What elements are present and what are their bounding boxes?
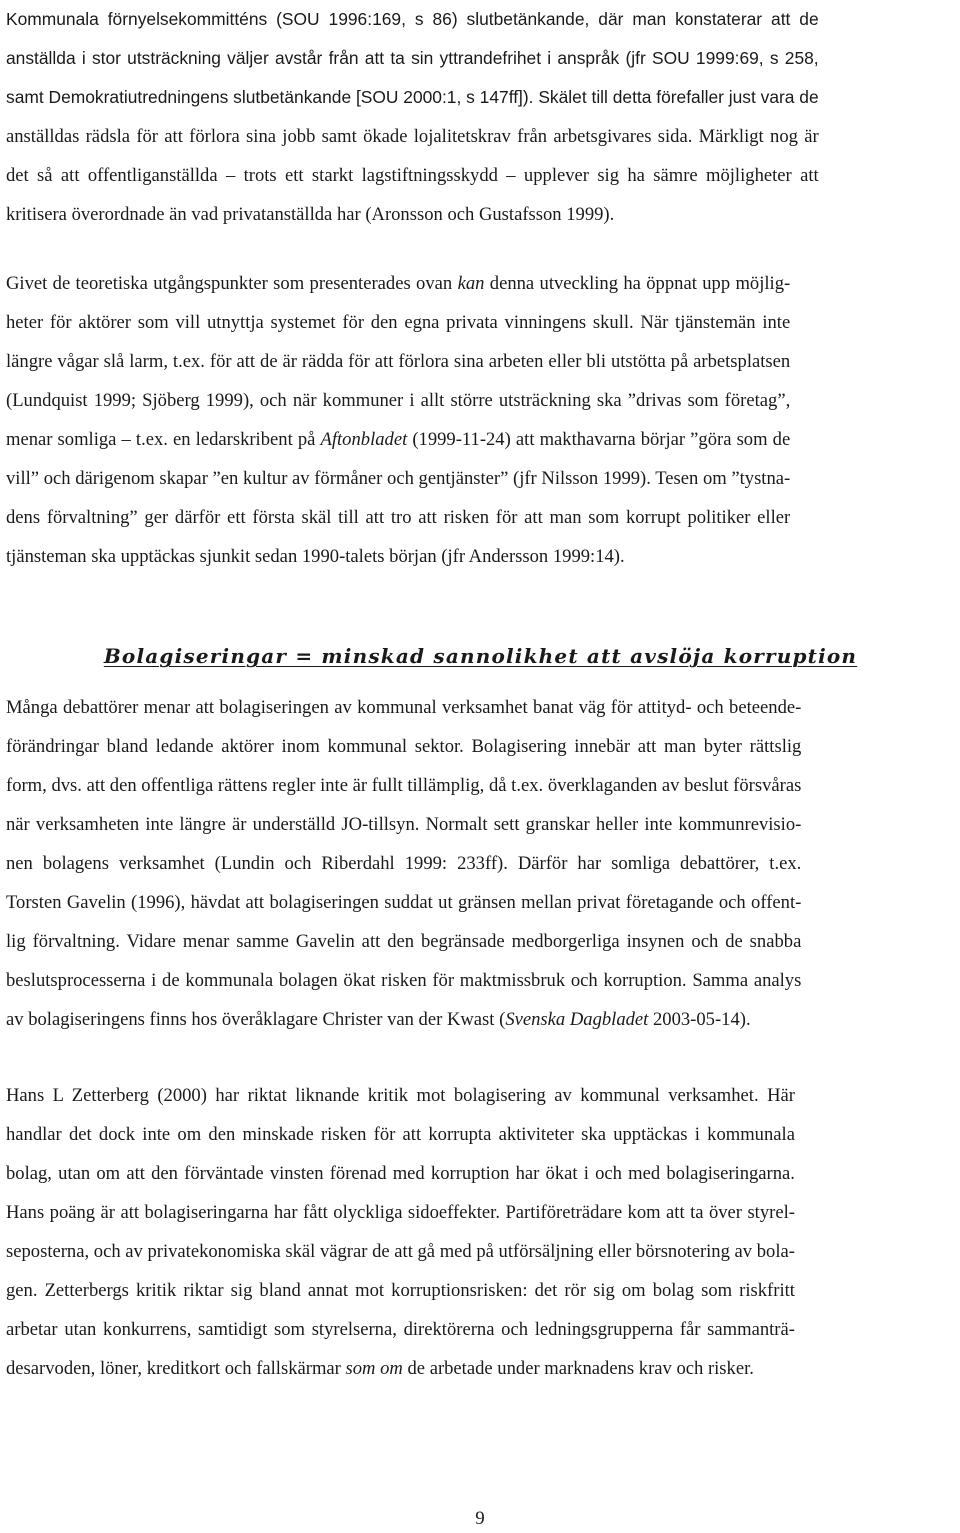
text-line: gen. Zetterbergs kritik riktar sig bland annat mot korruptionsrisken: det rör sig om bolag som riskfritt [6,1280,795,1301]
text-line: förändringar bland ledande aktörer inom kommunal sektor. Bolagisering innebär att man byter rättslig [6,736,802,757]
text-line: anställdas rädsla för att förlora sina jobb samt ökade lojalitetskrav från arbetsgivares sida. Märkligt nog är [6,126,819,147]
paragraph-1 [6,0,819,234]
text-line: längre vågar slå larm, t.ex. för att de är rädda för att förlora sina arbeten eller bli utstötta på arbetsplatsen [6,351,791,372]
text-line: handlar det dock inte om den minskade risken för att korrupta aktiviteter ska upptäckas i kommunala [6,1124,795,1145]
text-line: seposterna, och av privatekonomiska skäl vägrar de att gå med på utförsäljning eller börsnotering av bola- [6,1241,795,1262]
text-line: Hans L Zetterberg (2000) har riktat liknande kritik mot bolagisering av kommunal verksamhet. Här [6,1085,795,1106]
paragraph-4 [6,1076,795,1388]
text-line: dens förvaltning” ger därför ett första skäl till att tro att risken för att man som korrupt politiker eller [6,507,791,528]
text-line: bolag, utan om att den förväntade vinsten förenad med korruption har ökat i och med bolagiseringarna. [6,1163,795,1184]
text-line: av bolagiseringens finns hos överåklagare Christer van der Kwast (Svenska Dagbladet 2003-05-14). [6,1009,751,1030]
text-line: arbetar utan konkurrens, samtidigt som styrelserna, direktörerna och ledningsgrupperna får sammanträ- [6,1319,795,1340]
text-line: Torsten Gavelin (1996), hävdat att bolagiseringen suddat ut gränsen mellan privat företagande och offent- [6,892,802,913]
text-line: form, dvs. att den offentliga rättens regler inte är fullt tillämplig, då t.ex. överklaganden av beslut försvåras [6,775,802,796]
text-line: anställda i stor utsträckning väljer avstår från att ta sin yttrandefrihet i anspråk (jfr SOU 1999:69, s 258, [6,48,819,68]
paragraph-2 [6,264,790,576]
text-line: menar somliga – t.ex. en ledarskribent på Aftonbladet (1999-11-24) att makthavarna börjar ”göra som de [6,429,791,450]
text-line: desarvoden, löner, kreditkort och fallskärmar som om de arbetade under marknadens krav och risker. [6,1358,754,1379]
text-line: kritisera överordnade än vad privatanställda har (Aronsson och Gustafsson 1999). [6,204,615,225]
text-line: samt Demokratiutredningens slutbetänkande [SOU 2000:1, s 147ff]). Skälet till detta förefaller just vara de [6,87,819,107]
text-line: nen bolagens verksamhet (Lundin och Riberdahl 1999: 233ff). Därför har somliga debattörer, t.ex. [6,853,802,874]
text-line: Hans poäng är att bolagiseringarna har fått olyckliga sidoeffekter. Partiföreträdare kom att ta över styrel- [6,1202,795,1223]
text-line: lig förvaltning. Vidare menar samme Gavelin att den begränsade medborgerliga insynen och de snabba [6,931,802,952]
text-line: Givet de teoretiska utgångspunkter som presenterades ovan kan denna utveckling ha öppnat upp möjlig- [6,273,791,294]
text-line: Kommunala förnyelsekommitténs (SOU 1996:169, s 86) slutbetänkande, där man konstaterar att de [6,9,819,29]
text-line: heter för aktörer som vill utnyttja systemet för den egna privata vinningens skull. När tjänstemän inte [6,312,791,333]
text-line: beslutsprocesserna i de kommunala bolagen ökat risken för maktmissbruk och korruption. Samma analys [6,970,802,991]
text-line: tjänsteman ska upptäckas sjunkit sedan 1990-talets början (jfr Andersson 1999:14). [6,546,625,567]
text-line: det så att offentliganställda – trots ett starkt lagstiftningsskydd – upplever sig ha sämre möjligheter att [6,165,819,186]
text-line: vill” och därigenom skapar ”en kultur av förmåner och gentjänster” (jfr Nilsson 1999). Tesen om ”tystna- [6,468,791,489]
page-number: 9 [475,1508,485,1529]
text-line: (Lundquist 1999; Sjöberg 1999), och när kommuner i allt större utsträckning ska ”drivas som företag”, [6,390,791,411]
paragraph-3 [6,688,801,1039]
text-line: när verksamheten inte längre är underställd JO-tillsyn. Normalt sett granskar heller inte kommunrevisio- [6,814,802,835]
text-line: Många debattörer menar att bolagiseringen av kommunal verksamhet banat väg för attityd- och beteende- [6,697,802,718]
section-heading: Bolagiseringar = minskad sannolikhet att avslöja korruption [103,644,858,668]
